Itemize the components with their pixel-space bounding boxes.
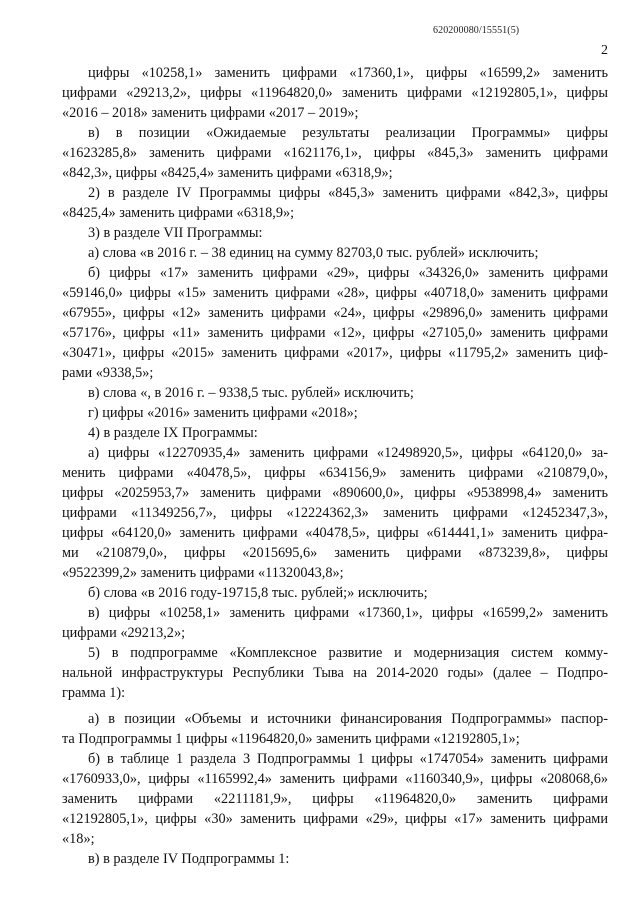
text-line: а) в позиции «Объемы и источники финансирования Подпрограммы» паспор- [88,711,608,727]
text-line: заменить цифрами «2211181,9», цифры «11964820,0» заменить цифрами [62,791,608,807]
text-line: та Подпрограммы 1 цифры «11964820,0» заменить цифрами «12192805,1»; [62,731,520,747]
text-line: «8425,4» заменить цифрами «6318,9»; [62,205,295,221]
text-line: цифры «64120,0» заменить цифрами «40478,5», цифры «614441,1» заменить цифра- [62,525,608,541]
text-line: «67955», цифры «12» заменить цифрами «24», цифры «29896,0» заменить цифрами [62,305,608,321]
text-line: в) в разделе IV Подпрограммы 1: [88,851,290,867]
text-line: «1623285,8» заменить цифрами «1621176,1», цифры «845,3» заменить цифрами [62,145,608,161]
text-line: в) слова «, в 2016 г. – 9338,5 тыс. рублей» исключить; [88,385,414,401]
text-line: «1760933,0», цифры «1165992,4» заменить цифрами «1160340,9», цифры «208068,6» [62,771,608,787]
text-line: цифрами «11349256,7», цифры «12224362,3» заменить цифрами «12452347,3», [62,505,608,521]
text-line: «18»; [62,831,95,847]
text-line: нальной инфраструктуры Республики Тыва на 2014-2020 годы» (далее – Подпро- [62,665,608,681]
text-line: менить цифрами «40478,5», цифры «634156,9» заменить цифрами «210879,0», [62,465,608,481]
text-line: «9522399,2» заменить цифрами «11320043,8»; [62,565,344,581]
text-line: б) слова «в 2016 году-19715,8 тыс. рублей;» исключить; [88,585,428,601]
text-line: 4) в разделе IX Программы: [88,425,258,441]
text-line: «30471», цифры «2015» заменить цифрами «2017», цифры «11795,2» заменить циф- [62,345,608,361]
text-line: «12192805,1», цифры «30» заменить цифрами «29», цифры «17» заменить цифрами [62,811,608,827]
text-line: 5) в подпрограмме «Комплексное развитие и модернизация систем комму- [88,645,608,661]
text-line: рами «9338,5»; [62,365,154,381]
page-number: 2 [601,43,608,58]
document-body [62,63,608,869]
text-line: цифрами «29213,2»; [62,625,186,641]
text-line: б) в таблице 1 раздела 3 Подпрограммы 1 цифры «1747054» заменить цифрами [88,751,608,767]
text-line: а) слова «в 2016 г. – 38 единиц на сумму 82703,0 тыс. рублей» исключить; [88,245,539,261]
text-line: ми «210879,0», цифры «2015695,6» заменить цифрами «873239,8», цифры [62,545,608,561]
text-line: б) цифры «17» заменить цифрами «29», цифры «34326,0» заменить цифрами [88,265,608,281]
text-line: в) цифры «10258,1» заменить цифрами «17360,1», цифры «16599,2» заменить [88,605,608,621]
text-line: г) цифры «2016» заменить цифрами «2018»; [88,405,358,421]
text-line: «2016 – 2018» заменить цифрами «2017 – 2019»; [62,105,359,121]
text-line: а) цифры «12270935,4» заменить цифрами «12498920,5», цифры «64120,0» за- [88,445,608,461]
text-line: 2) в разделе IV Программы цифры «845,3» заменить цифрами «842,3», цифры [88,185,608,201]
text-line: 3) в разделе VII Программы: [88,225,263,241]
text-line: цифры «10258,1» заменить цифрами «17360,1», цифры «16599,2» заменить [88,65,608,81]
text-line: цифрами «29213,2», цифры «11964820,0» заменить цифрами «12192805,1», цифры [62,85,608,101]
text-line: грамма 1): [62,685,126,701]
text-line: «842,3», цифры «8425,4» заменить цифрами «6318,9»; [62,165,393,181]
text-line: в) в позиции «Ожидаемые результаты реализации Программы» цифры [88,125,608,141]
document-code: 620200080/15551(5) [433,25,520,36]
text-line: цифры «2025953,7» заменить цифрами «890600,0», цифры «9538998,4» заменить [62,485,608,501]
text-line: «59146,0» цифры «15» заменить цифрами «28», цифры «40718,0» заменить цифрами [62,285,608,301]
text-line: «57176», цифры «11» заменить цифрами «12», цифры «27105,0» заменить цифрами [62,325,608,341]
